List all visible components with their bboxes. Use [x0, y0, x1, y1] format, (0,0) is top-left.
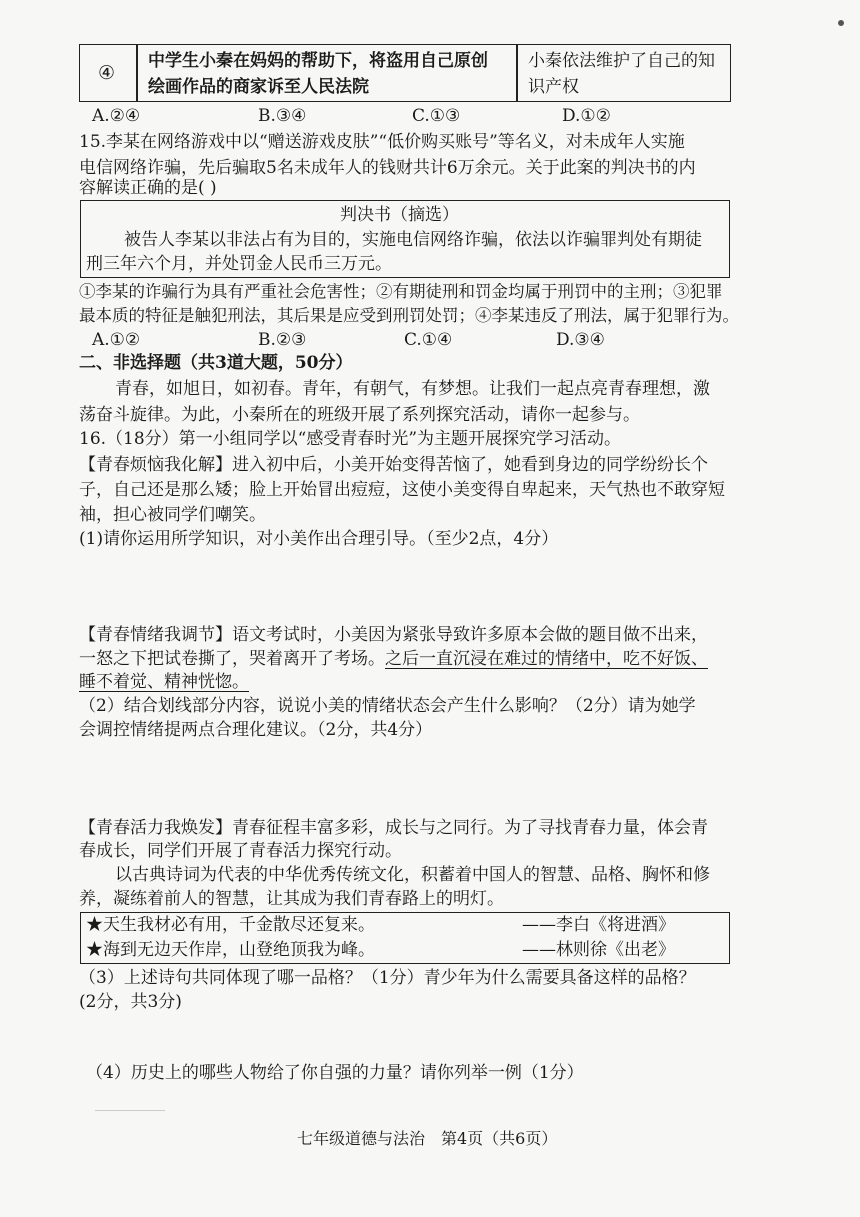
table-cell-text: 绘画作品的商家诉至人民法院	[148, 77, 369, 97]
passage-text: 袖，担心被同学们嘲笑。	[79, 505, 266, 525]
question-text: 电信网络诈骗，先后骗取5名未成年人的钱财共计6万余元。关于此案的判决书的内	[79, 158, 696, 178]
page-footer: 七年级道德与法治 第4页（共6页）	[297, 1129, 558, 1148]
statement-text: 最本质的特征是触犯刑法，其后果是应受到刑罚处罚；④李某违反了刑法，属于犯罪行为。	[79, 306, 739, 325]
question-text: 15.李某在网络游戏中以“赠送游戏皮肤”“低价购买账号”等名义，对未成年人实施	[79, 132, 685, 152]
intro-text: 荡奋斗旋律。为此，小秦所在的班级开展了系列探究活动，请你一起参与。	[79, 405, 640, 425]
option-a: A.①②	[92, 330, 141, 350]
option-c: C.①④	[404, 330, 453, 350]
passage-text: 春成长，同学们开展了青春活力探究行动。	[79, 841, 402, 861]
statement-text: ①李某的诈骗行为具有严重社会危害性；②有期徒刑和罚金均属于刑罚中的主刑；③犯罪	[79, 282, 723, 301]
table-cell-text: 小秦依法维护了自己的知	[528, 51, 715, 71]
passage-text: 【青春情绪我调节】语文考试时，小美因为紧张导致许多原本会做的题目做不出来，	[79, 625, 708, 645]
passage-text: 以古典诗词为代表的中华优秀传统文化，积蓄着中国人的智慧、品格、胸怀和修	[115, 865, 710, 885]
sub-question: 会调控情绪提两点合理化建议。（2分，共4分）	[79, 720, 433, 740]
table-cell-text: 中学生小秦在妈妈的帮助下，将盗用自己原创	[148, 51, 488, 71]
sub-question: （4）历史上的哪些人物给了你自强的力量？请你列举一例（1分）	[86, 1063, 584, 1083]
scan-dot	[838, 20, 844, 26]
passage-text-plain: 一怒之下把试卷撕了，哭着离开了考场。	[79, 649, 385, 669]
sub-question: （3）上述诗句共同体现了哪一品格？（1分）青少年为什么需要具备这样的品格？	[79, 968, 696, 988]
question-text: 容解读正确的是( )	[79, 178, 217, 198]
judgment-title: 判决书（摘选）	[340, 205, 459, 225]
option-c: C.①③	[412, 106, 461, 126]
poem-line: ★海到无边天作岸，山登绝顶我为峰。	[86, 940, 375, 960]
section-heading: 二、非选择题（共3道大题，50分）	[79, 353, 353, 373]
table-divider	[516, 44, 518, 102]
option-d: D.③④	[556, 330, 605, 350]
underlined-text: 睡不着觉、精神恍惚。	[79, 672, 249, 692]
poem-line: ★天生我材必有用，千金散尽还复来。	[86, 915, 375, 935]
scan-mark	[95, 1110, 165, 1111]
table-cell-text: 识产权	[528, 77, 579, 97]
option-d: D.①②	[562, 106, 611, 126]
option-b: B.③④	[258, 106, 307, 126]
poem-source: ——李白《将进酒》	[522, 915, 675, 935]
poem-source: ——林则徐《出老》	[522, 940, 675, 960]
sub-question: (2分，共3分)	[79, 992, 182, 1012]
passage-text: 子，自己还是那么矮；脸上开始冒出痘痘，这使小美变得自卑起来，天气热也不敢穿短	[79, 480, 725, 500]
sub-question: (1)请你运用所学知识，对小美作出合理引导。（至少2点，4分）	[79, 529, 559, 549]
passage-text: 养，凝练着前人的智慧，让其成为我们青春路上的明灯。	[79, 889, 504, 909]
intro-text: 青春，如旭日，如初春。青年，有朝气，有梦想。让我们一起点亮青春理想，激	[115, 379, 710, 399]
sub-question: （2）结合划线部分内容，说说小美的情绪状态会产生什么影响？（2分）请为她学	[79, 696, 696, 716]
judgment-text: 被告人李某以非法占有为目的，实施电信网络诈骗，依法以诈骗罪判处有期徒	[124, 230, 702, 250]
question-heading: 16.（18分）第一小组同学以“感受青春时光”为主题开展探究学习活动。	[79, 429, 622, 449]
passage-text: 【青春活力我焕发】青春征程丰富多彩，成长与之同行。为了寻找青春力量，体会青	[79, 818, 708, 838]
table-row-number: ④	[98, 62, 116, 84]
passage-text: 【青春烦恼我化解】进入初中后，小美开始变得苦恼了，她看到身边的同学纷纷长个	[79, 455, 708, 475]
underlined-text: 之后一直沉浸在难过的情绪中，吃不好饭、	[385, 649, 708, 669]
judgment-text: 刑三年六个月，并处罚金人民币三万元。	[86, 254, 392, 274]
option-b: B.②③	[258, 330, 307, 350]
table-divider	[136, 44, 138, 102]
option-a: A.②④	[92, 106, 141, 126]
